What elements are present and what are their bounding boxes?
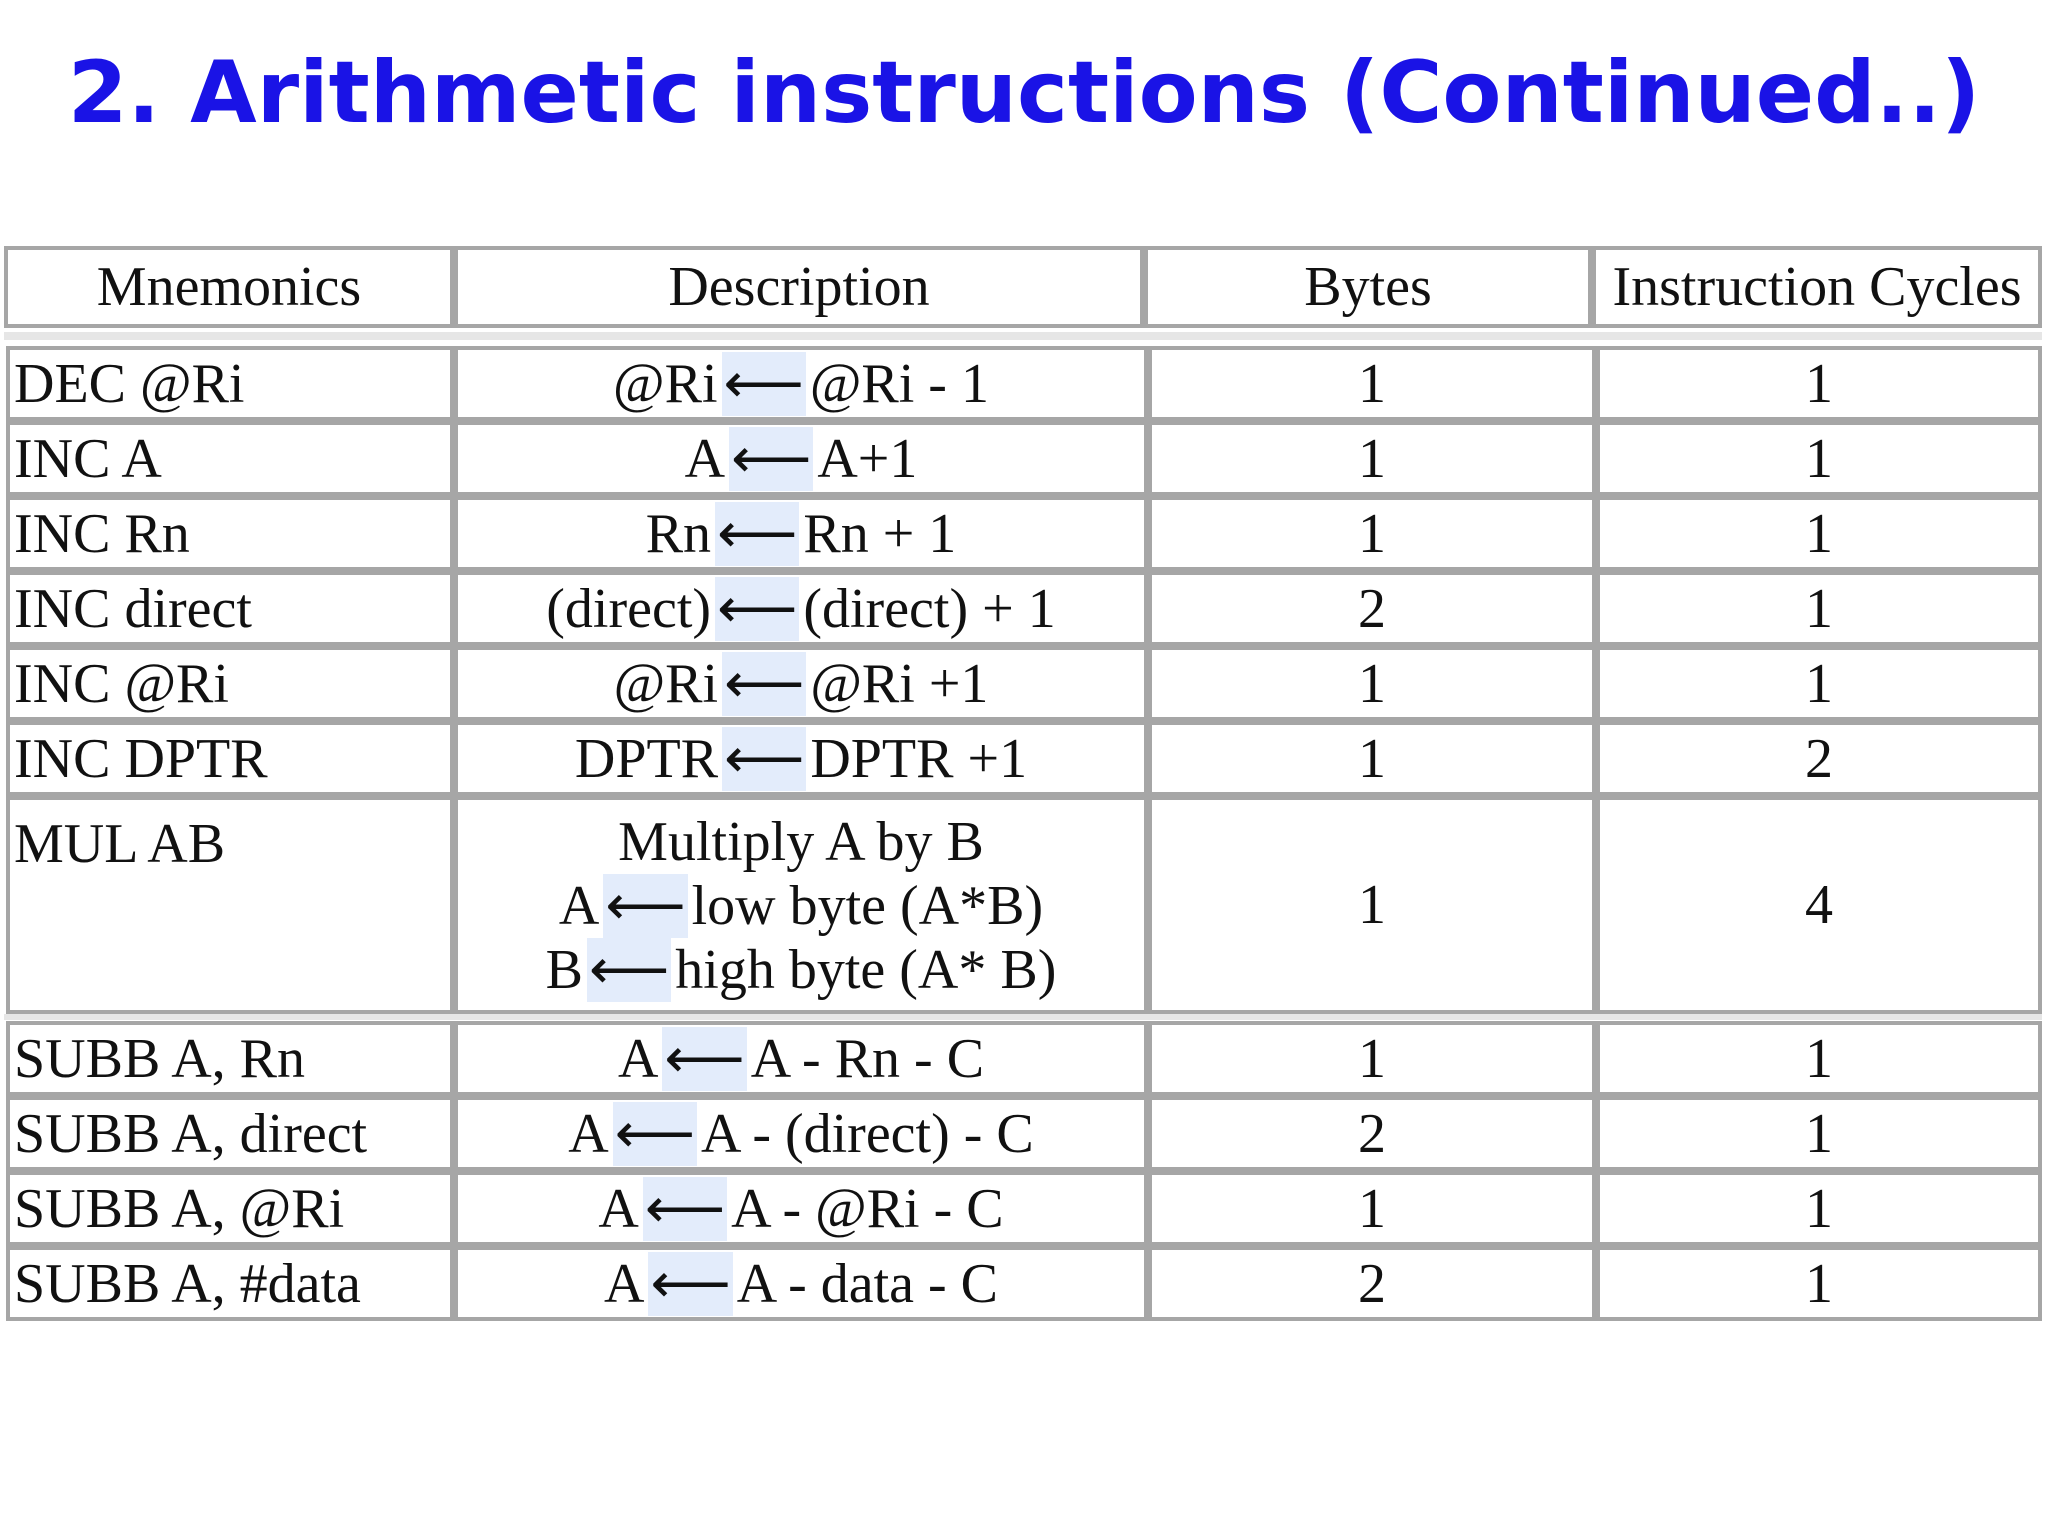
mnemonic-cell: [6, 796, 454, 1014]
desc-rhs: @Ri - 1: [809, 353, 989, 415]
left-arrow-icon: ⟵: [731, 428, 812, 490]
left-arrow-icon: ⟵: [589, 939, 670, 1001]
description-cell: [454, 796, 1148, 1014]
desc-line-1: Multiply A by B: [618, 811, 984, 873]
cycles-cell: [1596, 1096, 2042, 1171]
left-arrow-icon: ⟵: [644, 1178, 726, 1240]
desc-lhs: Rn: [645, 503, 712, 565]
mnemonic-cell: [6, 1021, 454, 1096]
cycles-value: 4: [1805, 874, 1833, 936]
bytes-cell: [1148, 1246, 1596, 1321]
header-bytes: Bytes: [1144, 246, 1592, 328]
header-separator: [4, 332, 2042, 340]
desc-lhs: @Ri: [613, 653, 719, 715]
bytes-value: 1: [1358, 1028, 1386, 1090]
bytes-value: 1: [1358, 874, 1386, 936]
description-cell: [454, 346, 1148, 421]
bytes-cell: [1148, 1171, 1596, 1246]
bytes-cell: [1148, 571, 1596, 646]
desc-lhs: A: [598, 1178, 639, 1240]
bytes-value: 1: [1358, 653, 1386, 715]
desc-rhs: A - data - C: [736, 1253, 998, 1315]
bytes-cell: [1148, 1021, 1596, 1096]
cycles-cell: [1596, 421, 2042, 496]
desc-lhs: A: [558, 875, 600, 937]
desc-lhs: A: [617, 1028, 659, 1090]
description-cell: [454, 646, 1148, 721]
desc-rhs: Rn + 1: [803, 503, 957, 565]
cycles-value: 2: [1805, 728, 1833, 790]
left-arrow-icon: ⟵: [723, 353, 804, 415]
desc-rhs: (direct) + 1: [803, 578, 1056, 640]
left-arrow-icon: ⟵: [664, 1028, 745, 1090]
bytes-cell: [1148, 646, 1596, 721]
bytes-cell: [1148, 421, 1596, 496]
cycles-cell: [1596, 1171, 2042, 1246]
description-cell: [454, 1246, 1148, 1321]
cycles-value: 1: [1805, 503, 1833, 565]
cycles-cell: [1596, 346, 2042, 421]
cycles-value: 1: [1805, 428, 1833, 490]
mnemonic-cell: [6, 721, 454, 796]
description-cell: [454, 1171, 1148, 1246]
desc-lhs: A: [684, 428, 726, 490]
mnemonic-text: SUBB A, #data: [14, 1253, 361, 1315]
left-arrow-icon: ⟵: [717, 578, 798, 640]
desc-lhs: B: [545, 939, 583, 1001]
desc-line-3: [458, 938, 1144, 1002]
bytes-value: 1: [1358, 1178, 1386, 1240]
desc-rhs: A - (direct) - C: [700, 1103, 1034, 1165]
description-cell: [454, 496, 1148, 571]
desc-line-2: [458, 874, 1144, 938]
cycles-cell: [1596, 796, 2042, 1014]
header-mnemonics: Mnemonics: [4, 246, 454, 328]
cycles-cell: [1596, 496, 2042, 571]
cycles-value: 1: [1805, 353, 1833, 415]
mnemonic-cell: [6, 1171, 454, 1246]
bytes-cell: [1148, 1096, 1596, 1171]
mnemonic-text: INC @Ri: [14, 653, 229, 715]
mnemonic-cell: [6, 421, 454, 496]
desc-rhs: A - @Ri - C: [731, 1178, 1004, 1240]
bytes-cell: [1148, 721, 1596, 796]
bytes-cell: [1148, 796, 1596, 1014]
bytes-value: 2: [1358, 1103, 1386, 1165]
header-instruction-cycles: Instruction Cycles: [1592, 246, 2042, 328]
bytes-cell: [1148, 496, 1596, 571]
bytes-value: 1: [1358, 728, 1386, 790]
desc-rhs: A - Rn - C: [750, 1028, 985, 1090]
mnemonic-text: INC Rn: [14, 503, 190, 565]
mnemonic-cell: [6, 646, 454, 721]
left-arrow-icon: ⟵: [724, 653, 805, 715]
bytes-value: 1: [1358, 353, 1386, 415]
mnemonic-text: MUL AB: [14, 813, 226, 875]
desc-rhs: @Ri +1: [810, 653, 989, 715]
left-arrow-icon: ⟵: [614, 1103, 695, 1165]
mnemonic-text: SUBB A, Rn: [14, 1028, 305, 1090]
description-cell: [454, 571, 1148, 646]
mnemonic-text: INC DPTR: [14, 728, 268, 790]
description-cell: [454, 721, 1148, 796]
mnemonic-text: INC A: [14, 428, 162, 490]
cycles-cell: [1596, 571, 2042, 646]
bytes-value: 2: [1358, 1253, 1386, 1315]
mnemonic-cell: [6, 346, 454, 421]
cycles-value: 1: [1805, 1178, 1833, 1240]
mnemonic-cell: [6, 1096, 454, 1171]
description-cell: [454, 1096, 1148, 1171]
mnemonic-text: INC direct: [14, 578, 252, 640]
mnemonic-cell: [6, 571, 454, 646]
bytes-value: 1: [1358, 503, 1386, 565]
mnemonic-cell: [6, 1246, 454, 1321]
mnemonic-cell: [6, 496, 454, 571]
cycles-value: 1: [1805, 1028, 1833, 1090]
cycles-cell: [1596, 1246, 2042, 1321]
left-arrow-icon: ⟵: [650, 1253, 731, 1315]
left-arrow-icon: ⟵: [724, 728, 805, 790]
desc-lhs: @Ri: [613, 353, 718, 415]
desc-lhs: A: [603, 1253, 645, 1315]
desc-rhs: low byte (A*B): [691, 875, 1044, 937]
cycles-cell: [1596, 646, 2042, 721]
cycles-cell: [1596, 1021, 2042, 1096]
cycles-value: 1: [1805, 578, 1833, 640]
row-separator: [4, 1014, 2042, 1020]
cycles-value: 1: [1805, 1253, 1833, 1315]
desc-rhs: high byte (A* B): [675, 939, 1057, 1001]
cycles-value: 1: [1805, 1103, 1833, 1165]
mnemonic-text: SUBB A, @Ri: [14, 1178, 345, 1240]
header-description: Description: [454, 246, 1144, 328]
desc-lhs: (direct): [546, 578, 712, 640]
bytes-cell: [1148, 346, 1596, 421]
left-arrow-icon: ⟵: [717, 503, 798, 565]
slide-title: 2. Arithmetic instructions (Continued..): [67, 43, 1981, 143]
bytes-value: 2: [1358, 578, 1386, 640]
left-arrow-icon: ⟵: [605, 875, 686, 937]
desc-rhs: DPTR +1: [810, 728, 1028, 790]
mnemonic-text: DEC @Ri: [14, 353, 245, 415]
desc-lhs: DPTR: [574, 728, 719, 790]
description-cell: [454, 421, 1148, 496]
cycles-value: 1: [1805, 653, 1833, 715]
mnemonic-text: SUBB A, direct: [14, 1103, 368, 1165]
cycles-cell: [1596, 721, 2042, 796]
description-cell: [454, 1021, 1148, 1096]
desc-lhs: A: [568, 1103, 609, 1165]
bytes-value: 1: [1358, 428, 1386, 490]
desc-rhs: A+1: [817, 428, 918, 490]
